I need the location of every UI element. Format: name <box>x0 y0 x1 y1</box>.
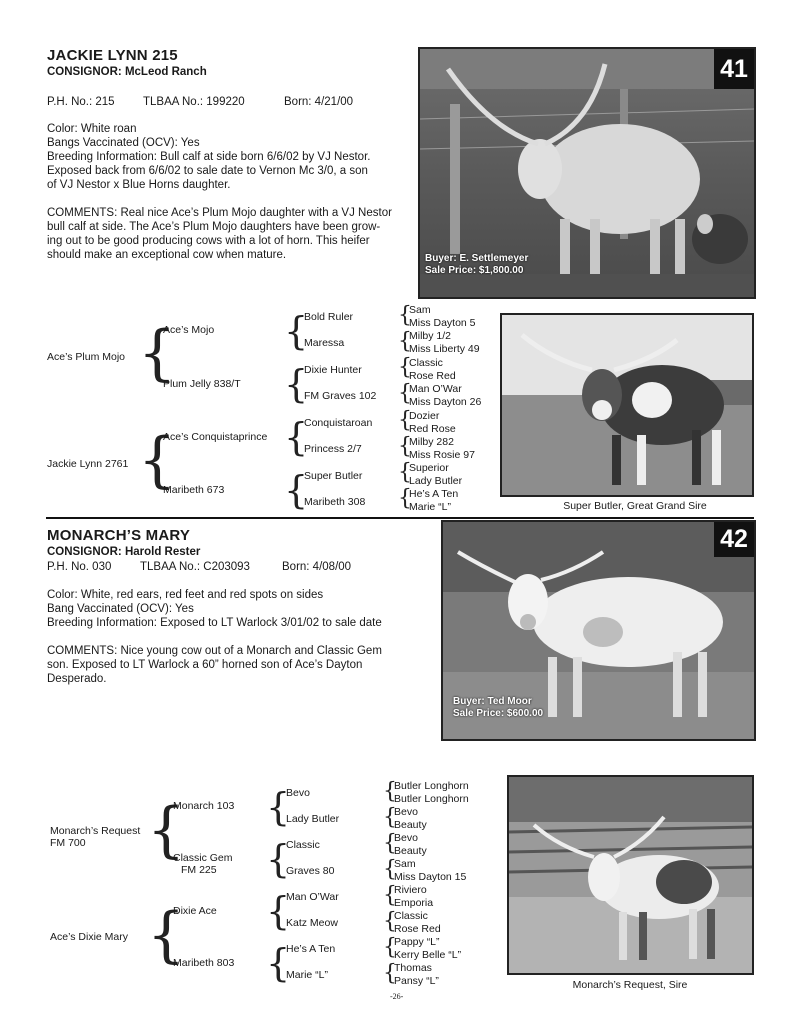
pedigree-brace: { <box>383 961 397 986</box>
pedigree-gen4: Lady Butler <box>409 475 463 487</box>
pedigree-brace: { <box>383 779 397 804</box>
detail-line: Color: White, red ears, red feet and red spots on sides <box>47 589 324 601</box>
pedigree-brace: { <box>383 857 397 882</box>
pedigree-gen2: Dixie Ace <box>173 905 217 917</box>
pedigree-gen2: Ace’s Conquistaprince <box>163 431 268 443</box>
page-number: -26- <box>390 992 404 1001</box>
pedigree-gen3: He’s A Ten <box>286 943 336 955</box>
pedigree-brace: { <box>266 941 291 985</box>
pedigree-gen3: Lady Butler <box>286 813 340 825</box>
pedigree-gen4: Man O’War <box>409 383 462 395</box>
pedigree-gen4: Superior <box>409 462 449 474</box>
pedigree-gen4: Beauty <box>394 819 427 831</box>
lot42-photo <box>441 520 756 741</box>
pedigree-gen4: Rose Red <box>394 923 441 935</box>
comment-line: bull calf at side. The Ace’s Plum Mojo daughters have been grow- <box>47 221 381 233</box>
lot41-details <box>47 122 407 192</box>
bull-in-pen-image <box>509 777 752 973</box>
pedigree-gen4: Dozier <box>409 410 440 422</box>
pedigree-brace: { <box>398 329 412 354</box>
pedigree-gen4: Beauty <box>394 845 427 857</box>
lot41-tlbaa-no: TLBAA No.: 199220 <box>143 96 245 108</box>
pedigree-gen2: FM 225 <box>181 864 217 876</box>
pedigree-dam: Ace’s Dixie Mary <box>50 931 128 943</box>
pedigree-gen3: Bold Ruler <box>304 311 354 323</box>
lot42-tlbaa-no: TLBAA No.: C203093 <box>140 561 250 573</box>
pedigree-brace: { <box>398 381 412 406</box>
pedigree-gen4: Bevo <box>394 832 418 844</box>
pedigree-gen4: Kerry Belle “L” <box>394 949 462 961</box>
pedigree-gen3: Conquistaroan <box>304 417 373 429</box>
pedigree-brace: { <box>266 837 291 881</box>
pedigree-gen3: Graves 80 <box>286 865 335 877</box>
pedigree-brace: { <box>398 460 412 485</box>
pedigree-gen4: Red Rose <box>409 423 456 435</box>
pedigree-gen3: Marie “L” <box>286 969 329 981</box>
pedigree-sire: Ace’s Plum Mojo <box>47 351 126 363</box>
lot41-born: Born: 4/21/00 <box>284 96 354 108</box>
section-divider <box>46 517 754 519</box>
detail-line: Breeding Information: Bull calf at side born 6/6/02 by VJ Nestor. <box>47 151 371 163</box>
pedigree-brace: { <box>383 805 397 830</box>
pedigree-gen2: Monarch 103 <box>173 800 235 812</box>
pedigree-gen4: Pansy “L” <box>394 975 439 987</box>
detail-line: Bang Vaccinated (OCV): Yes <box>47 603 194 615</box>
lot42-title: MONARCH’S MARY <box>47 527 191 544</box>
pedigree-brace: { <box>147 795 186 865</box>
pedigree-gen3: Katz Meow <box>286 917 338 929</box>
pedigree-gen4: Miss Liberty 49 <box>409 343 480 355</box>
pedigree-gen4: Marie “L” <box>409 501 452 513</box>
pedigree-gen4: Classic <box>394 910 428 922</box>
pedigree-gen3: Classic <box>286 839 320 851</box>
lot42-sale-price: Sale Price: $600.00 <box>453 708 544 719</box>
detail-line: Exposed back from 6/6/02 to sale date to Vernon Mc 3/0, a son <box>47 165 368 177</box>
pedigree-sire: Monarch’s Request <box>50 825 141 837</box>
lot41-number-badge: 41 <box>714 49 754 89</box>
lot42-number-badge: 42 <box>714 522 754 557</box>
comment-line: COMMENTS: Real nice Ace’s Plum Mojo daughter with a VJ Nestor <box>47 207 392 219</box>
pedigree-brace: { <box>398 408 412 433</box>
pedigree-gen4: Milby 282 <box>409 436 454 448</box>
comment-line: COMMENTS: Nice young cow out of a Monarch and Classic Gem <box>47 645 382 657</box>
comment-line: Desperado. <box>47 673 107 685</box>
pedigree-brace: { <box>383 883 397 908</box>
lot42-buyer: Buyer: Ted Moor <box>453 696 532 707</box>
pedigree-gen3: Princess 2/7 <box>304 443 362 455</box>
pedigree-gen4: Milby 1/2 <box>409 330 452 342</box>
pedigree-sire-reg: FM 700 <box>50 837 86 849</box>
pedigree-gen4: Miss Dayton 15 <box>394 871 467 883</box>
pedigree-brace: { <box>398 434 412 459</box>
detail-line: Breeding Information: Exposed to LT Warlock 3/01/02 to sale date <box>47 617 382 629</box>
pedigree-gen2: Classic Gem <box>173 852 233 864</box>
lot41-buyer: Buyer: E. Settlemeyer <box>425 253 529 264</box>
pedigree-brace: { <box>398 486 412 511</box>
comment-line: son. Exposed to LT Warlock a 60” horned son of Ace’s Dayton <box>47 659 363 671</box>
pedigree-brace: { <box>284 362 309 406</box>
pedigree-gen4: Miss Dayton 26 <box>409 396 482 408</box>
lot42-comments <box>47 644 432 686</box>
lot42-ph-no: P.H. No. 030 <box>47 561 112 573</box>
pedigree-brace: { <box>147 900 186 970</box>
detail-line: Bangs Vaccinated (OCV): Yes <box>47 137 200 149</box>
bull-image <box>502 315 752 495</box>
lot41-comments <box>47 206 407 262</box>
pedigree-brace: { <box>398 303 412 328</box>
pedigree-gen4: Emporia <box>394 897 434 909</box>
lot41-consignor: CONSIGNOR: McLeod Ranch <box>47 66 207 78</box>
pedigree-brace: { <box>266 785 291 829</box>
comment-line: should make an exceptional cow when mature. <box>47 249 287 261</box>
comment-line: ing out to be good producing cows with a lot of horn. This heifer <box>47 235 370 247</box>
pedigree-brace: { <box>383 935 397 960</box>
lot41-ph-no: P.H. No.: 215 <box>47 96 115 108</box>
pedigree-brace: { <box>284 309 309 353</box>
pedigree-gen4: Miss Rosie 97 <box>409 449 475 461</box>
pedigree-gen3: Maribeth 308 <box>304 496 366 508</box>
lot41-photo <box>418 47 756 299</box>
pedigree-gen3: Super Butler <box>304 470 363 482</box>
pedigree-gen4: Classic <box>409 357 443 369</box>
pedigree-brace: { <box>398 355 412 380</box>
pedigree-gen4: Butler Longhorn <box>394 780 469 792</box>
pedigree-gen4: He’s A Ten <box>409 488 459 500</box>
pedigree-gen4: Pappy “L” <box>394 936 440 948</box>
pedigree-brace: { <box>284 468 309 512</box>
pedigree-brace: { <box>266 889 291 933</box>
pedigree-brace: { <box>138 318 177 388</box>
pedigree-gen4: Thomas <box>394 962 432 974</box>
lot41-sale-price: Sale Price: $1,800.00 <box>425 265 524 276</box>
pedigree-brace: { <box>138 425 177 495</box>
lot41-sire-photo <box>500 313 754 497</box>
lot41-sire-caption: Super Butler, Great Grand Sire <box>563 500 707 512</box>
pedigree-gen4: Sam <box>409 304 431 316</box>
detail-line: of VJ Nestor x Blue Horns daughter. <box>47 179 231 191</box>
pedigree-gen2: Maribeth 673 <box>163 484 225 496</box>
lot42-sire-photo <box>507 775 754 975</box>
lot42-consignor: CONSIGNOR: Harold Rester <box>47 546 201 558</box>
pedigree-gen2: Ace’s Mojo <box>163 324 215 336</box>
pedigree-gen4: Sam <box>394 858 416 870</box>
pedigree-dam: Jackie Lynn 2761 <box>47 458 129 470</box>
pedigree-brace: { <box>284 415 309 459</box>
pedigree-gen3: Maressa <box>304 337 345 349</box>
pedigree-gen4: Bevo <box>394 806 418 818</box>
pedigree-gen3: Man O’War <box>286 891 339 903</box>
lot42-details <box>47 588 432 630</box>
pedigree-gen4: Miss Dayton 5 <box>409 317 476 329</box>
lot42-sire-caption: Monarch’s Request, Sire <box>572 979 688 991</box>
pedigree-gen4: Riviero <box>394 884 427 896</box>
pedigree-gen2: Maribeth 803 <box>173 957 235 969</box>
pedigree-gen3: Dixie Hunter <box>304 364 362 376</box>
pedigree-gen4: Butler Longhorn <box>394 793 469 805</box>
pedigree-brace: { <box>383 909 397 934</box>
pedigree-brace: { <box>383 831 397 856</box>
detail-line: Color: White roan <box>47 123 137 135</box>
pedigree-gen4: Rose Red <box>409 370 456 382</box>
pedigree-gen2: Plum Jelly 838/T <box>163 378 241 390</box>
pedigree-gen3: Bevo <box>286 787 310 799</box>
lot42-born: Born: 4/08/00 <box>282 561 352 573</box>
lot41-title: JACKIE LYNN 215 <box>47 47 178 64</box>
pedigree-gen3: FM Graves 102 <box>304 390 377 402</box>
